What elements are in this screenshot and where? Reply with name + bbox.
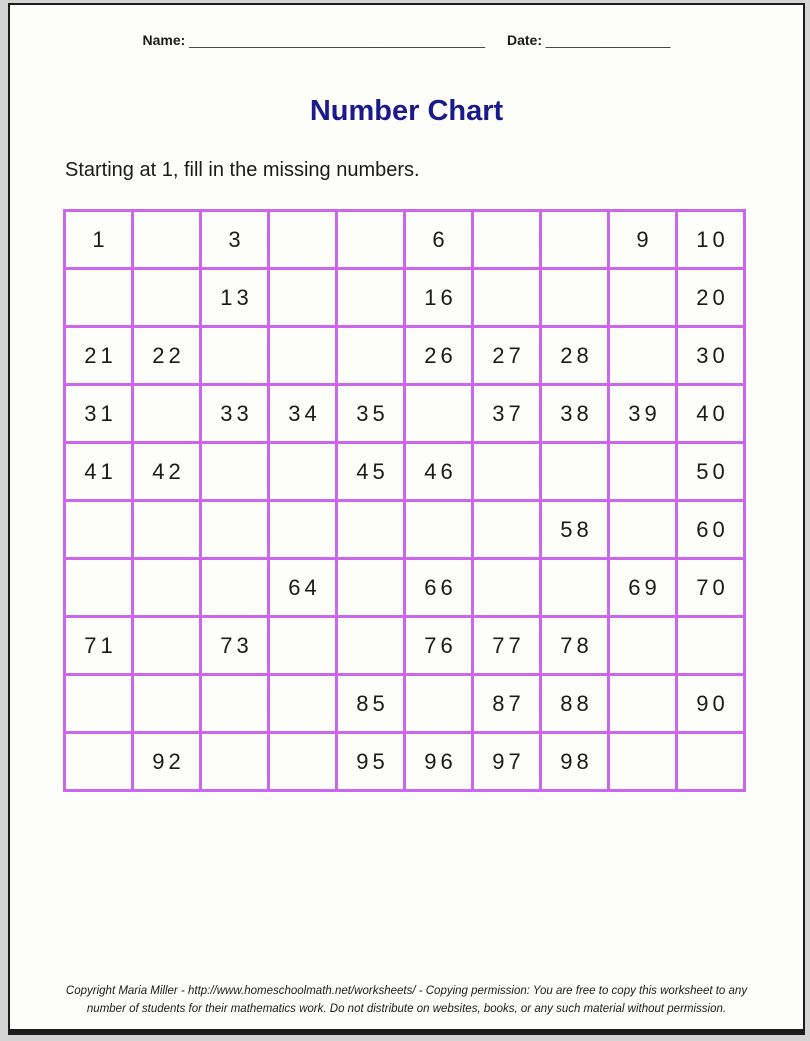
name-fill-line[interactable]: ______________________________________ [189,32,486,48]
grid-cell-blank[interactable] [609,501,677,559]
grid-cell-blank[interactable] [201,675,269,733]
grid-cell-blank[interactable] [269,269,337,327]
grid-cell: 30 [677,327,745,385]
grid-cell-blank[interactable] [405,385,473,443]
grid-cell-blank[interactable] [269,443,337,501]
grid-cell-blank[interactable] [473,559,541,617]
grid-cell: 45 [337,443,405,501]
grid-cell: 60 [677,501,745,559]
grid-cell-blank[interactable] [541,269,609,327]
date-label: Date: [506,32,542,48]
grid-cell: 34 [269,385,337,443]
grid-cell-blank[interactable] [677,617,745,675]
name-label: Name: [142,32,186,48]
grid-cell-blank[interactable] [269,211,337,269]
grid-cell-blank[interactable] [65,675,133,733]
grid-cell-blank[interactable] [609,617,677,675]
grid-cell: 33 [201,385,269,443]
grid-cell-blank[interactable] [65,733,133,791]
grid-cell-blank[interactable] [133,559,201,617]
grid-cell: 6 [405,211,473,269]
grid-row [65,211,745,269]
grid-cell: 66 [405,559,473,617]
grid-cell-blank[interactable] [541,211,609,269]
grid-cell-blank[interactable] [405,501,473,559]
footer-line-1: Copyright Maria Miller - http://www.homeschoolmath.net/worksheets/ - Copying permission: You are free to copy this worksheet to any [65,985,748,998]
grid-cell: 39 [609,385,677,443]
grid-cell: 46 [405,443,473,501]
grid-cell-blank[interactable] [269,675,337,733]
grid-cell-blank[interactable] [337,617,405,675]
grid-cell: 28 [541,327,609,385]
worksheet-page [8,3,805,1035]
grid-row [65,559,745,617]
grid-cell-blank[interactable] [269,501,337,559]
grid-row [65,675,745,733]
grid-cell-blank[interactable] [473,443,541,501]
grid-cell: 96 [405,733,473,791]
grid-cell: 58 [541,501,609,559]
grid-cell-blank[interactable] [201,559,269,617]
grid-cell-blank[interactable] [133,385,201,443]
grid-cell: 1 [65,211,133,269]
number-grid-body [65,211,745,791]
grid-cell: 13 [201,269,269,327]
grid-cell-blank[interactable] [269,733,337,791]
grid-cell-blank[interactable] [337,501,405,559]
grid-cell: 27 [473,327,541,385]
grid-cell-blank[interactable] [133,675,201,733]
grid-row [65,733,745,791]
grid-cell: 26 [405,327,473,385]
grid-cell: 70 [677,559,745,617]
grid-cell: 73 [201,617,269,675]
grid-cell-blank[interactable] [201,501,269,559]
grid-row [65,443,745,501]
grid-cell-blank[interactable] [473,211,541,269]
grid-cell-blank[interactable] [133,617,201,675]
grid-cell-blank[interactable] [201,733,269,791]
grid-cell: 42 [133,443,201,501]
header [10,5,803,48]
grid-cell: 77 [473,617,541,675]
footer [10,981,803,1021]
footer-line-2: number of students for their mathematics work. Do not distribute on websites, books, or any such material without permission. [86,1003,727,1016]
grid-cell: 71 [65,617,133,675]
grid-cell: 20 [677,269,745,327]
grid-row [65,269,745,327]
grid-cell-blank[interactable] [541,443,609,501]
grid-cell-blank[interactable] [65,501,133,559]
grid-cell-blank[interactable] [337,269,405,327]
grid-cell-blank[interactable] [609,443,677,501]
grid-cell: 21 [65,327,133,385]
grid-cell: 3 [201,211,269,269]
grid-cell: 88 [541,675,609,733]
grid-cell-blank[interactable] [133,269,201,327]
grid-cell: 37 [473,385,541,443]
grid-cell-blank[interactable] [473,501,541,559]
grid-row [65,617,745,675]
grid-cell-blank[interactable] [201,443,269,501]
grid-cell: 97 [473,733,541,791]
grid-cell-blank[interactable] [337,327,405,385]
grid-cell-blank[interactable] [201,327,269,385]
grid-cell-blank[interactable] [133,501,201,559]
grid-cell: 98 [541,733,609,791]
grid-cell-blank[interactable] [65,269,133,327]
grid-cell-blank[interactable] [609,675,677,733]
grid-cell: 95 [337,733,405,791]
grid-cell: 38 [541,385,609,443]
instruction-text: Starting at 1, fill in the missing numbers. [65,159,420,181]
grid-cell: 40 [677,385,745,443]
grid-row [65,327,745,385]
grid-cell-blank[interactable] [609,269,677,327]
grid-cell-blank[interactable] [65,559,133,617]
grid-cell: 35 [337,385,405,443]
grid-cell: 78 [541,617,609,675]
grid-cell-blank[interactable] [269,327,337,385]
grid-cell: 85 [337,675,405,733]
grid-cell: 16 [405,269,473,327]
grid-cell-blank[interactable] [269,617,337,675]
grid-row [65,501,745,559]
grid-cell: 31 [65,385,133,443]
grid-cell: 9 [609,211,677,269]
grid-cell: 92 [133,733,201,791]
grid-cell-blank[interactable] [133,211,201,269]
grid-cell-blank[interactable] [405,675,473,733]
grid-cell: 41 [65,443,133,501]
grid-cell: 22 [133,327,201,385]
grid-cell-blank[interactable] [677,733,745,791]
number-grid [63,209,746,792]
grid-cell-blank[interactable] [609,733,677,791]
grid-cell-blank[interactable] [609,327,677,385]
grid-cell: 69 [609,559,677,617]
grid-cell-blank[interactable] [337,211,405,269]
grid-cell: 64 [269,559,337,617]
grid-cell: 87 [473,675,541,733]
grid-cell-blank[interactable] [337,559,405,617]
date-fill-line[interactable]: ________________ [545,32,671,48]
grid-cell: 50 [677,443,745,501]
grid-cell: 10 [677,211,745,269]
grid-cell: 76 [405,617,473,675]
page-title: Number Chart [309,95,504,127]
grid-cell-blank[interactable] [541,559,609,617]
grid-row [65,385,745,443]
grid-cell: 90 [677,675,745,733]
grid-cell-blank[interactable] [473,269,541,327]
